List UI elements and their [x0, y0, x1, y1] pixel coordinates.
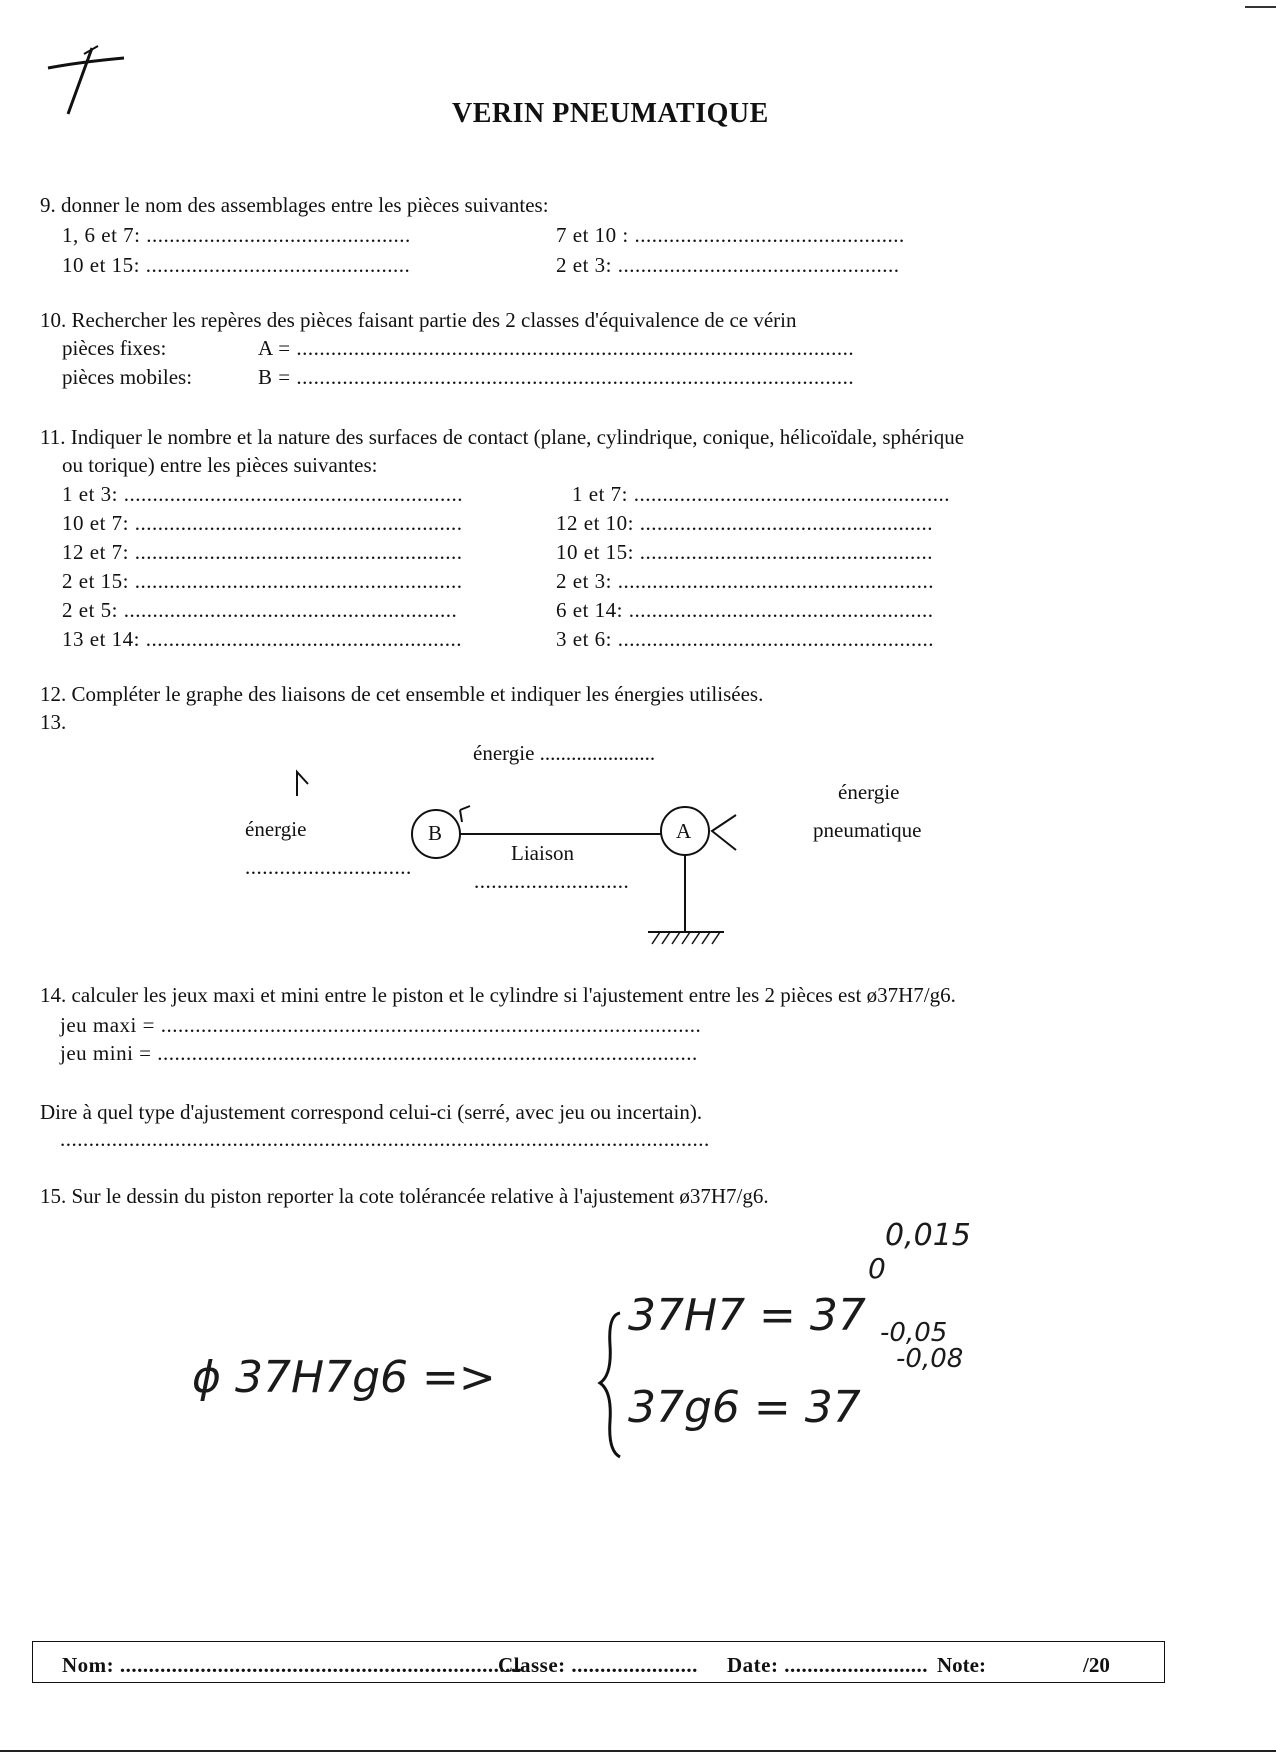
- q11-row-2-right[interactable]: 12 et 10: ...................................................: [556, 511, 933, 535]
- handwritten-line1-upper-tolerance: 0,015: [885, 1218, 971, 1253]
- footer-classe[interactable]: Classe: ......................: [498, 1653, 698, 1677]
- q14-dire-question: Dire à quel type d'ajustement correspond celui-ci (serré, avec jeu ou incertain).: [40, 1100, 703, 1124]
- q10-fixed-label: pièces fixes:: [62, 336, 167, 360]
- q9-row-1-left[interactable]: 1, 6 et 7: ..............................................: [62, 223, 411, 247]
- q9-question: 9. donner le nom des assemblages entre les pièces suivantes:: [40, 193, 549, 217]
- handwritten-brace: [598, 1305, 628, 1465]
- energy-arrow-icon: [297, 772, 308, 796]
- q11-row-2-left[interactable]: 10 et 7: .........................................................: [62, 511, 463, 535]
- q10-mobile-label: pièces mobiles:: [62, 365, 193, 389]
- graph-energie-right-1: énergie: [838, 780, 900, 804]
- pneumatic-arrow-icon: [712, 815, 736, 850]
- page-title: VERIN PNEUMATIQUE: [452, 98, 769, 129]
- q12-question: 12. Compléter le graphe des liaisons de cet ensemble et indiquer les énergies utilisées.: [40, 682, 764, 706]
- q11-question-line2: ou torique) entre les pièces suivantes:: [62, 453, 378, 477]
- graph-energie-left-dots[interactable]: .............................: [245, 855, 412, 879]
- q11-row-5-right[interactable]: 6 et 14: .....................................................: [556, 598, 934, 622]
- q11-row-3-left[interactable]: 12 et 7: .........................................................: [62, 540, 463, 564]
- handwritten-line2: 37g6 = 37: [628, 1382, 861, 1433]
- handwritten-line2-upper-tolerance: -0,05: [880, 1318, 948, 1348]
- handwritten-line2-lower-tolerance: -0,08: [896, 1344, 964, 1374]
- q9-row-2-right[interactable]: 2 et 3: .................................................: [556, 253, 900, 277]
- q14-jeu-mini[interactable]: jeu mini = ..............................................................................................: [60, 1041, 698, 1065]
- q10-mobile-answer[interactable]: B = .................................................................................................: [258, 365, 855, 389]
- q11-row-4-right[interactable]: 2 et 3: .......................................................: [556, 569, 934, 593]
- ground-hatch-icon: [652, 932, 720, 944]
- q11-row-1-right[interactable]: 1 et 7: .......................................................: [572, 482, 950, 506]
- handwritten-left-expression: ϕ 37H7g6 =>: [192, 1352, 496, 1403]
- q11-row-6-right[interactable]: 3 et 6: .......................................................: [556, 627, 934, 651]
- footer-note-label: Note:: [937, 1653, 986, 1677]
- q10-fixed-answer[interactable]: A = .................................................................................................: [258, 336, 855, 360]
- graph-liaison-label: Liaison: [511, 841, 574, 865]
- handwritten-line1: 37H7 = 37: [628, 1290, 866, 1341]
- graph-energie-right-2: pneumatique: [813, 818, 922, 842]
- footer-date[interactable]: Date: .........................: [727, 1653, 928, 1677]
- graph-energie-top[interactable]: énergie ......................: [473, 741, 656, 765]
- q11-row-5-left[interactable]: 2 et 5: ..........................................................: [62, 598, 458, 622]
- q14-jeu-maxi[interactable]: jeu maxi = ..............................................................................................: [60, 1013, 702, 1037]
- footer-nom[interactable]: Nom: ......................................................................: [62, 1653, 523, 1677]
- node-b-tick-icon: [460, 806, 470, 822]
- q10-question: 10. Rechercher les repères des pièces faisant partie des 2 classes d'équivalence de ce vérin: [40, 308, 797, 332]
- handwritten-line1-lower-tolerance: 0: [868, 1252, 886, 1285]
- q11-row-1-left[interactable]: 1 et 3: ...........................................................: [62, 482, 463, 506]
- graph-energie-left: énergie: [245, 817, 307, 841]
- q15-question: 15. Sur le dessin du piston reporter la cote tolérancée relative à l'ajustement ø37H7/g6.: [40, 1184, 769, 1208]
- node-a-label: A: [676, 819, 692, 843]
- node-b-label: B: [428, 821, 443, 845]
- q14-dire-answer[interactable]: .................................................................................................................: [60, 1127, 710, 1151]
- q11-row-4-left[interactable]: 2 et 15: .........................................................: [62, 569, 463, 593]
- bottom-rule: [0, 1750, 1276, 1752]
- footer-score: /20: [1083, 1653, 1110, 1677]
- q11-row-3-right[interactable]: 10 et 15: ...................................................: [556, 540, 933, 564]
- q9-row-2-left[interactable]: 10 et 15: ..............................................: [62, 253, 411, 277]
- q11-row-6-left[interactable]: 13 et 14: .......................................................: [62, 627, 462, 651]
- q13-number: 13.: [40, 710, 67, 734]
- q11-question-line1: 11. Indiquer le nombre et la nature des surfaces de contact (plane, cylindrique, conique, hélicoïdale, sphérique: [40, 425, 965, 449]
- graph-liaison-dots[interactable]: ...........................: [474, 869, 630, 893]
- q9-row-1-right[interactable]: 7 et 10 : ...............................................: [556, 223, 905, 247]
- q14-question: 14. calculer les jeux maxi et mini entre le piston et le cylindre si l'ajustement entre les 2 pièces est ø37H7/g6.: [40, 983, 956, 1007]
